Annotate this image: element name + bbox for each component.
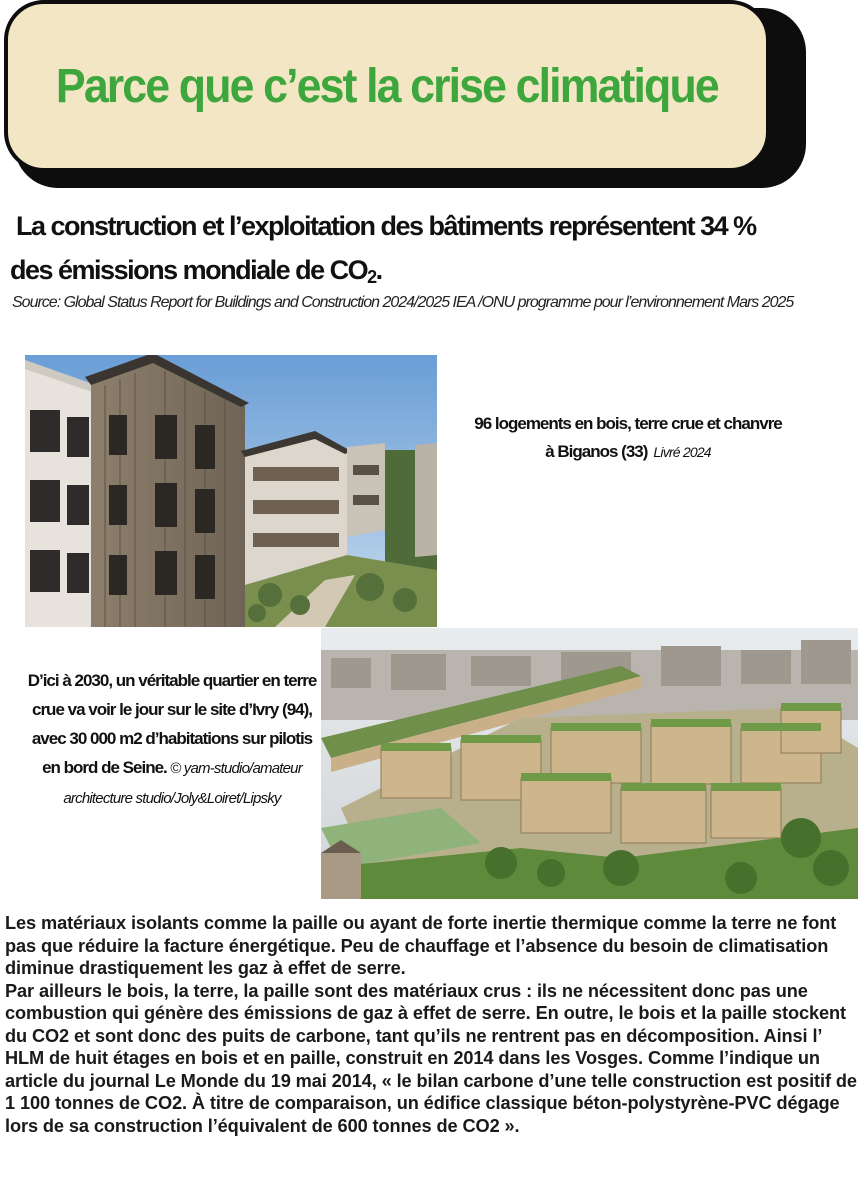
photo-ivry-district — [321, 628, 858, 899]
source-citation: Source: Global Status Report for Buildings and Construction 2024/2025 IEA /ONU programme pour l’environnement Mars 2025 — [12, 294, 794, 311]
caption-biganos-line-1: 96 logements en bois, terre crue et chanvre — [474, 414, 782, 433]
caption-biganos-location: à Biganos (33) — [545, 442, 648, 461]
caption-biganos-credit: Livré 2024 — [653, 444, 711, 460]
caption-ivry-text: D’ici à 2030, un véritable quartier en terre crue va voir le jour sur le site d’Ivry (94), avec 30 000 m2 d’habitations sur pilotis en bord de Seine. — [27, 671, 317, 777]
caption-biganos — [448, 410, 808, 466]
headline-line-1: La construction et l’exploitation des bâtiments représentent 34 % — [16, 211, 756, 241]
caption-biganos-line-2 — [448, 438, 808, 466]
page-title: Parce que c’est la crise climatique — [56, 59, 718, 113]
body-paragraph-1: Les matériaux isolants comme la paille ou ayant de forte inertie thermique comme la terre ne font pas que réduire la facture énergétique. Peu de chauffage et l’absence du besoin de climatisation diminue drastiquement les gaz à effet de serre. — [5, 913, 837, 978]
headline-line-2-end: . — [375, 255, 382, 285]
headline — [10, 204, 850, 299]
headline-line-2 — [10, 248, 850, 299]
body-paragraph-2: Par ailleurs le bois, la terre, la paille sont des matériaux crus : ils ne nécessitent donc pas une combustion qui génère des émissions de gaz à effet de serre. En outre, le bois et la paille stockent du CO2 et sont donc des puits de carbone, tant qu’ils ne rentrent pas en décomposition. Ainsi l’ HLM de huit étages en bois et en paille, construit en 2014 dans les Vosges. Comme l’indique un article du journal Le Monde du 19 mai 2014, « le bilan carbone d’une telle construction est positif de 1 100 tonnes de CO2. À titre de comparaison, un édifice classique béton-polystyrène-PVC dégage lors de sa construction l’équivalent de 600 tonnes de CO2 ». — [5, 980, 857, 1136]
headline-line-2-text: des émissions mondiale de CO — [10, 255, 368, 285]
co2-subscript: 2 — [367, 267, 376, 287]
caption-ivry-credit: © yam-studio/amateur architecture studio/Joly&Loiret/Lipsky — [63, 760, 302, 807]
title-banner — [4, 0, 770, 172]
photo-wooden-housing — [25, 355, 437, 627]
caption-ivry — [26, 666, 318, 813]
body-text — [5, 912, 857, 1137]
